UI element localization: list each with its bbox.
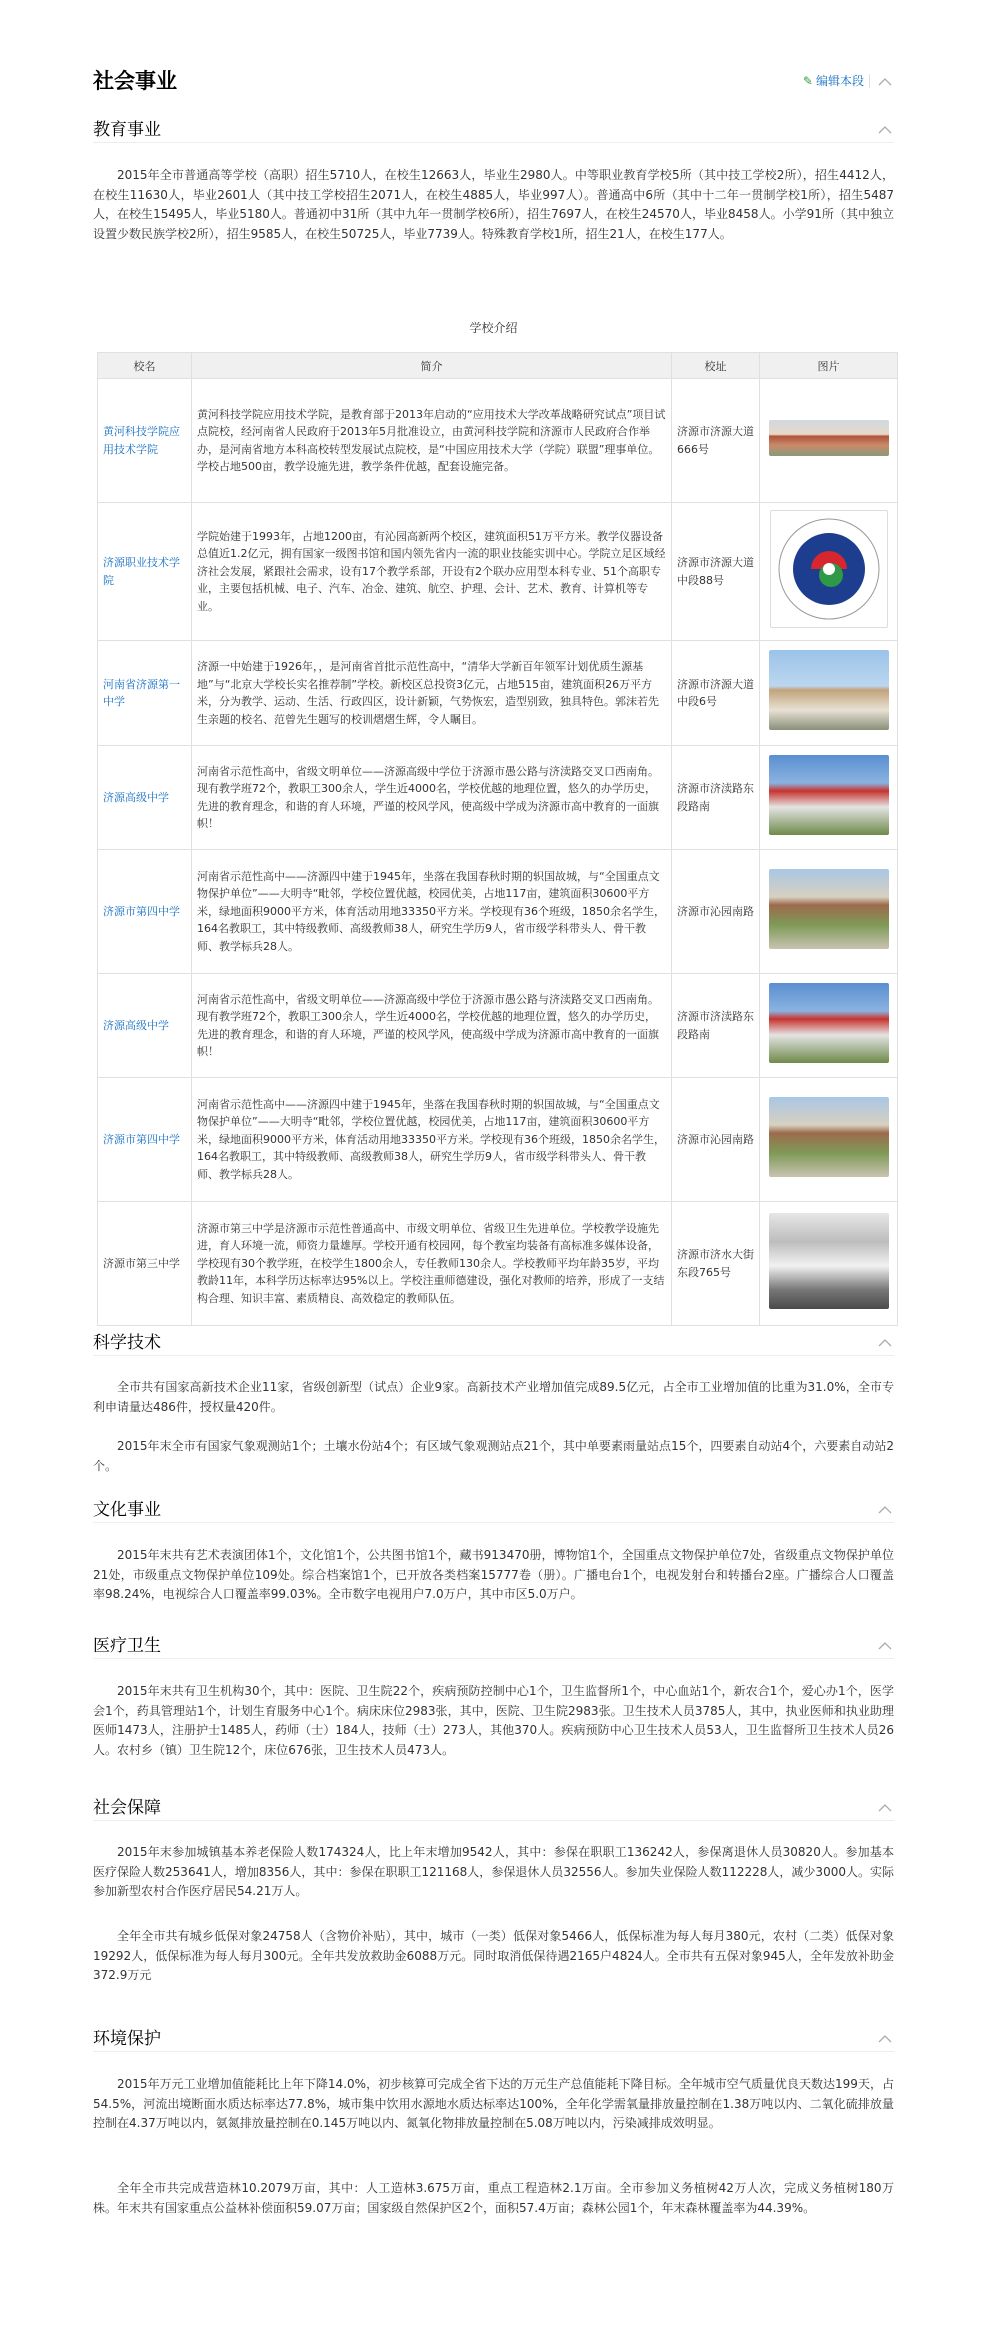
chevron-up-icon (876, 123, 894, 137)
school-intro: 河南省示范性高中——济源四中建于1945年，坐落在我国春秋时期的轵国故城，与“全国重点文物保护单位”——大明寺“毗邻，学校位置优越，校园优美，占地117亩，建筑面积30600平方米，绿地面积9000平方米，体育活动用地33350平方米。学校现有36个班级，1850余名学生，164名教职工，其中特级教师、高级教师38人，研究生学历9人，省市级学科带头人、骨干教师、教学标兵28人。 (192, 1078, 672, 1202)
school-name: 济源市第三中学 (98, 1202, 192, 1326)
culture-heading (93, 1497, 894, 1523)
divider (869, 74, 870, 88)
table-row (98, 746, 898, 850)
school-intro: 河南省示范性高中，省级文明单位——济源高级中学位于济源市愚公路与济渎路交叉口西南角。现有教学班72个，教职工300余人，学生近4000名，学校优越的地理位置，悠久的办学历史，先进的教育理念，和谐的育人环境，严谨的校风学风，使高级中学成为济源市高中教育的一面旗帜！ (192, 974, 672, 1078)
school-intro: 河南省示范性高中，省级文明单位——济源高级中学位于济源市愚公路与济渎路交叉口西南角。现有教学班72个，教职工300余人，学生近4000名，学校优越的地理位置，悠久的办学历史，先进的教育理念，和谐的育人环境，严谨的校风学风，使高级中学成为济源市高中教育的一面旗帜！ (192, 746, 672, 850)
social-paragraph-2: 全年全市共有城乡低保对象24758人（含物价补贴），其中，城市（一类）低保对象5466人，低保标准为每人每月380元，农村（二类）低保对象19292人，低保标准为每人每月300元。全年共发放救助金6088万元。同时取消低保待遇2165户4824人。全市共有五保对象945人，全年发放补助金372.9万元 (93, 1929, 894, 1983)
school-name-link[interactable]: 济源职业技术学院 (98, 503, 192, 641)
chevron-up-icon (876, 1639, 894, 1653)
campus-plaza-photo[interactable] (769, 1097, 889, 1177)
education-heading (93, 117, 894, 143)
school-gate-bw-photo[interactable] (769, 1213, 889, 1309)
table-header-row (98, 353, 898, 379)
school-address: 济源市济源大道中段88号 (672, 503, 760, 641)
school-address: 济源市济源大道666号 (672, 379, 760, 503)
chevron-up-icon (876, 1801, 894, 1815)
health-heading-text: 医疗卫生 (93, 1636, 161, 1656)
environment-heading (93, 2026, 894, 2052)
health-paragraph: 2015年末共有卫生机构30个，其中：医院、卫生院22个，疾病预防控制中心1个，卫生监督所1个，中心血站1个，新农合1个，爱心办1个，医学会1个，药具管理站1个，计划生育服务中心1个。病床床位2983张，其中，医院、卫生院2983张。卫生技术人员3785人，其中，执业医师和执业助理医师1473人，注册护士1485人，药师（士）184人，技师（士）273人，其他370人。疾病预防中心卫生技术人员53人，卫生监督所卫生技术人员26人。农村乡（镇）卫生院12个，床位676张，卫生技术人员473人。 (93, 1684, 894, 1757)
school-photo-cell (760, 974, 898, 1078)
collapse-section-button[interactable] (876, 75, 894, 89)
column-header: 图片 (760, 353, 898, 379)
school-building-photo[interactable] (769, 650, 889, 730)
school-name-link[interactable]: 济源高级中学 (98, 974, 192, 1078)
environment-paragraph-1: 2015年万元工业增加值能耗比上年下降14.0%，初步核算可完成全省下达的万元生产总值能耗下降目标。全年城市空气质量优良天数达199天，占54.5%，河流出境断面水质达标率达77.8%，城市集中饮用水源地水质达标率达100%，全年化学需氧量排放量控制在1.38万吨以内、二氧化硫排放量控制在4.37万吨以内，氨氮排放量控制在0.145万吨以内、氮氧化物排放量控制在5.08万吨以内，污染减排成效明显。 (93, 2077, 894, 2131)
health-heading (93, 1633, 894, 1659)
school-address: 济源市沁园南路 (672, 850, 760, 974)
school-name-link[interactable]: 黄河科技学院应用技术学院 (98, 379, 192, 503)
college-emblem-icon (771, 511, 887, 627)
section-header (93, 64, 894, 98)
chevron-up-icon (876, 1336, 894, 1350)
collapse-culture-button[interactable] (876, 1503, 894, 1517)
school-address: 济源市济渎路东段路南 (672, 746, 760, 850)
school-address: 济源市济水大街东段765号 (672, 1202, 760, 1326)
culture-heading-text: 文化事业 (93, 1500, 161, 1520)
chevron-up-icon (876, 1503, 894, 1517)
science-paragraph-2: 2015年末全市有国家气象观测站1个；土壤水份站4个；有区域气象观测站点21个，其中单要素雨量站点15个，四要素自动站4个，六要素自动站2个。 (93, 1439, 894, 1473)
school-photo-cell (760, 746, 898, 850)
table-row (98, 1202, 898, 1326)
social-heading (93, 1795, 894, 1821)
school-intro: 黄河科技学院应用技术学院，是教育部于2013年启动的“应用技术大学改革战略研究试点”项目试点院校，经河南省人民政府于2013年5月批准设立，由黄河科技学院和济源市人民政府合作举办，是河南省地方本科高校转型发展试点院校，是“中国应用技术大学（学院）联盟”理事单位。学校占地500亩，教学设施先进，教学条件优越，配套设施完备。 (192, 379, 672, 503)
school-address: 济源市沁园南路 (672, 1078, 760, 1202)
social-heading-text: 社会保障 (93, 1798, 161, 1818)
college-logo[interactable] (770, 510, 888, 628)
collapse-education-button[interactable] (876, 123, 894, 137)
school-table (97, 352, 898, 1326)
school-name-link[interactable]: 济源市第四中学 (98, 850, 192, 974)
school-name-link[interactable]: 河南省济源第一中学 (98, 641, 192, 746)
collapse-environment-button[interactable] (876, 2032, 894, 2046)
table-row (98, 974, 898, 1078)
column-header: 简介 (192, 353, 672, 379)
education-paragraph: 2015年全市普通高等学校（高职）招生5710人，在校生12663人，毕业生2980人。中等职业教育学校5所（其中技工学校2所），招生4412人，在校生11630人，毕业2601人（其中技工学校招生2071人，在校生4885人，毕业997人）。普通高中6所（其中十二年一贯制学校1所），招生5487人，在校生15495人，毕业5180人。普通初中31所（其中九年一贯制学校6所），招生7697人，在校生24570人，毕业8458人。小学91所（其中独立设置少数民族学校2所），招生9585人，在校生50725人，毕业7739人。特殊教育学校1所，招生21人，在校生177人。 (93, 168, 894, 241)
social-paragraph-1: 2015年末参加城镇基本养老保险人数174324人，比上年末增加9542人，其中：参保在职职工136242人，参保离退休人员30820人。参加基本医疗保险人数253641人，增加8356人，其中：参保在职职工121168人，参保退休人员32556人。参加失业保险人数112228人，减少3000人。实际参加新型农村合作医疗居民54.21万人。 (93, 1845, 894, 1899)
campus-plaza-photo[interactable] (769, 869, 889, 949)
column-header: 校址 (672, 353, 760, 379)
collapse-health-button[interactable] (876, 1639, 894, 1653)
table-row (98, 850, 898, 974)
table-row (98, 503, 898, 641)
chevron-up-icon (876, 2032, 894, 2046)
school-intro: 河南省示范性高中——济源四中建于1945年，坐落在我国春秋时期的轵国故城，与“全国重点文物保护单位”——大明寺“毗邻，学校位置优越，校园优美，占地117亩，建筑面积30600平方米，绿地面积9000平方米，体育活动用地33350平方米。学校现有36个班级，1850余名学生，164名教职工，其中特级教师、高级教师38人，研究生学历9人，省市级学科带头人、骨干教师、教学标兵28人。 (192, 850, 672, 974)
culture-paragraph: 2015年末共有艺术表演团体1个，文化馆1个，公共图书馆1个，藏书913470册，博物馆1个，全国重点文物保护单位7处，省级重点文物保护单位21处，市级重点文物保护单位109处。综合档案馆1个，已开放各类档案15777卷（册）。广播电台1个，电视发射台和转播台2座。广播综合人口覆盖率98.24%，电视综合人口覆盖率99.03%。全市数字电视用户7.0万户，其中市区5.0万户。 (93, 1548, 894, 1602)
school-intro: 济源市第三中学是济源市示范性普通高中、市级文明单位、省级卫生先进单位。学校教学设施先进，育人环境一流，师资力量雄厚。学校开通有校园网，每个教室均装备有高标准多媒体设备，学校现有30个教学班，在校学生1800余人，专任教师130余人。学校教师平均年龄35岁，平均教龄11年，本科学历达标率达95%以上。学校注重师德建设，强化对教师的培养，形成了一支结构合理、知识丰富、素质精良、高效稳定的教师队伍。 (192, 1202, 672, 1326)
education-heading-text: 教育事业 (93, 120, 161, 140)
school-address: 济源市济源大道中段6号 (672, 641, 760, 746)
school-intro: 济源一中始建于1926年，，是河南省首批示范性高中，“清华大学新百年领军计划优质生源基地”与“北京大学校长实名推荐制”学校。新校区总投资3亿元，占地515亩，建筑面积26万平方米，分为教学、运动、生活、行政四区，设计新颖，气势恢宏，造型别致，独具特色。郭沫若先生亲题的校名、范曾先生题写的校训熠熠生辉，令人瞩目。 (192, 641, 672, 746)
school-name-link[interactable]: 济源高级中学 (98, 746, 192, 850)
column-header: 校名 (98, 353, 192, 379)
school-photo-cell (760, 503, 898, 641)
chevron-up-icon (876, 75, 894, 89)
school-photo-cell (760, 850, 898, 974)
school-photo-cell (760, 379, 898, 503)
school-building-photo[interactable] (769, 755, 889, 835)
table-row (98, 1078, 898, 1202)
edit-label: 编辑本段 (815, 74, 864, 88)
table-row (98, 641, 898, 746)
collapse-science-button[interactable] (876, 1336, 894, 1350)
table-caption: 学校介绍 (469, 321, 518, 335)
collapse-social-button[interactable] (876, 1801, 894, 1815)
school-address: 济源市济渎路东段路南 (672, 974, 760, 1078)
environment-paragraph-2: 全年全市共完成营造林10.2079万亩，其中：人工造林3.675万亩，重点工程造林2.1万亩。全市参加义务植树42万人次，完成义务植树180万株。年末共有国家重点公益林补偿面积59.07万亩；国家级自然保护区2个，面积57.4万亩；森林公园1个，年末森林覆盖率为44.39%。 (93, 2181, 894, 2215)
pencil-icon: ✎ (802, 74, 813, 88)
school-intro: 学院始建于1993年，占地1200亩，有沁园高新两个校区，建筑面积51万平方米。教学仪器设备总值近1.2亿元，拥有国家一级图书馆和国内领先省内一流的职业技能实训中心。学院立足区域经济社会发展，紧跟社会需求，设有17个教学系部，开设有2个联办应用型本科专业、51个高职专业，主要包括机械、电子、汽车、冶金、建筑、航空、护理、会计、艺术、教育、计算机等专业。 (192, 503, 672, 641)
science-paragraph-1: 全市共有国家高新技术企业11家，省级创新型（试点）企业9家。高新技术产业增加值完成89.5亿元，占全市工业增加值的比重为31.0%，全市专利申请量达486件，授权量420件。 (93, 1380, 894, 1414)
school-building-photo[interactable] (769, 983, 889, 1063)
campus-gate-photo[interactable] (769, 420, 889, 456)
school-photo-cell (760, 641, 898, 746)
page-title: 社会事业 (93, 69, 177, 93)
edit-section-button[interactable] (803, 73, 864, 89)
school-photo-cell (760, 1202, 898, 1326)
science-heading (93, 1330, 894, 1356)
table-row (98, 379, 898, 503)
environment-heading-text: 环境保护 (93, 2029, 161, 2049)
science-heading-text: 科学技术 (93, 1333, 161, 1353)
school-name-link[interactable]: 济源市第四中学 (98, 1078, 192, 1202)
school-photo-cell (760, 1078, 898, 1202)
